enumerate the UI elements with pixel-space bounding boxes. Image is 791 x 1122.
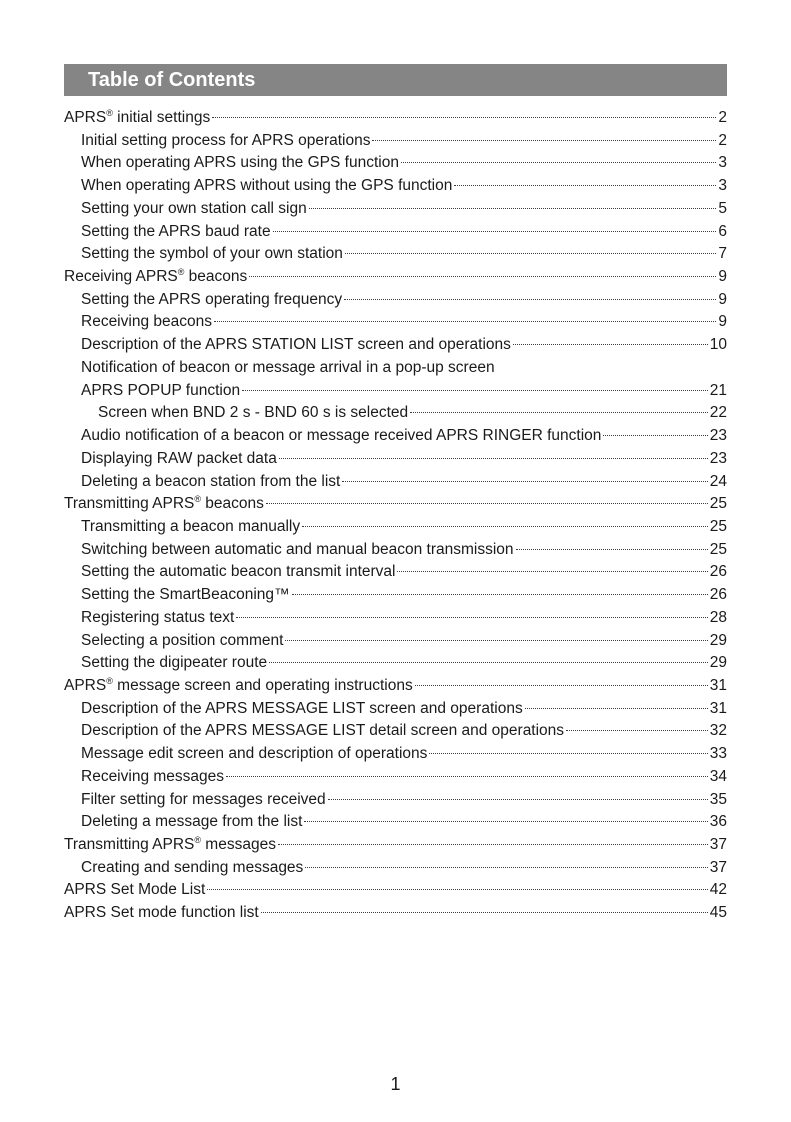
toc-entry-page: 31 [709, 676, 727, 694]
toc-entry[interactable] [64, 902, 727, 925]
dot-leader [309, 208, 717, 209]
toc-entry-title-text: Displaying RAW packet data [81, 449, 277, 467]
dot-leader [305, 867, 707, 868]
toc-entry-page: 26 [709, 586, 727, 604]
toc-entry[interactable] [64, 766, 727, 789]
toc-entry[interactable] [64, 584, 727, 607]
toc-title: Table of Contents [88, 69, 256, 91]
toc-entry-page: 33 [709, 745, 727, 763]
toc-entry-page: 34 [709, 767, 727, 785]
toc-entry[interactable] [64, 698, 727, 721]
toc-entry[interactable] [64, 221, 727, 244]
dot-leader [226, 776, 708, 777]
toc-entry-title [81, 561, 395, 584]
toc-entry-page: 2 [718, 131, 727, 149]
toc-entry[interactable] [64, 289, 727, 312]
toc-entry-title [81, 652, 267, 675]
toc-entry-title-text: Description of the APRS STATION LIST screen and operations [81, 336, 511, 354]
dot-leader [525, 708, 708, 709]
toc-entry-title [81, 630, 283, 653]
toc-entry-title-text: Audio notification of a beacon or message received APRS RINGER function [81, 427, 602, 445]
toc-entry-page: 7 [718, 245, 727, 263]
dot-leader [372, 140, 716, 141]
toc-entry-page: 25 [709, 517, 727, 535]
toc-entry-title [64, 675, 413, 698]
toc-entry[interactable] [64, 175, 727, 198]
registered-mark: ® [106, 108, 113, 118]
toc-entry-title [81, 289, 342, 312]
toc-entry[interactable] [64, 425, 727, 448]
dot-leader [401, 162, 716, 163]
toc-entry-page: 24 [709, 472, 727, 490]
toc-entry-title-text: Setting the APRS baud rate [81, 222, 271, 240]
toc-entry-title [81, 471, 340, 494]
toc-entry-title [64, 107, 210, 130]
toc-entry-title [64, 879, 205, 902]
dot-leader [397, 571, 707, 572]
toc-entry-title-text: When operating APRS without using the GPS function [81, 177, 453, 195]
toc-entry-title-text: When operating APRS using the GPS function [81, 154, 399, 172]
toc-entry[interactable] [64, 402, 727, 425]
toc-entry-title [64, 266, 247, 289]
toc-entry[interactable] [64, 879, 727, 902]
dot-leader [454, 185, 716, 186]
dot-leader [278, 844, 708, 845]
toc-entry-title [81, 380, 240, 403]
toc-entry-page: 28 [709, 608, 727, 626]
dot-leader [261, 912, 708, 913]
toc-entry-title-text: Transmitting APRS [64, 836, 195, 853]
toc-entry[interactable] [64, 471, 727, 494]
toc-entry-title [98, 402, 408, 425]
toc-entry-page: 23 [709, 427, 727, 445]
toc-entry-page: 3 [718, 177, 727, 195]
toc-entry-title-text: Setting the APRS operating frequency [81, 290, 343, 308]
page-number: 1 [390, 1074, 401, 1094]
toc-entry-page: 21 [709, 381, 727, 399]
toc-entry[interactable] [64, 243, 727, 266]
registered-mark: ® [194, 494, 201, 505]
toc-entry-title-suffix: messages [201, 836, 276, 853]
toc-entry-title-suffix: beacons [184, 268, 248, 286]
toc-entry[interactable] [64, 334, 727, 357]
dot-leader [566, 730, 708, 731]
toc-entry-title [81, 198, 307, 221]
toc-entry-title-text: Notification of beacon or message arrival in a pop-up screen [81, 358, 495, 376]
dot-leader [304, 821, 707, 822]
dot-leader [285, 640, 707, 641]
toc-entry[interactable] [64, 357, 727, 380]
toc-entry-title-text: Setting your own station call sign [81, 199, 307, 217]
toc-entry-title-text: Setting the digipeater route [81, 654, 268, 672]
dot-leader [279, 458, 708, 459]
toc-entry-title [81, 334, 511, 357]
registered-mark: ® [106, 675, 113, 686]
dot-leader [344, 299, 716, 300]
dot-leader [212, 117, 716, 118]
toc-entry-title [81, 789, 326, 812]
toc-entry-title [81, 425, 601, 448]
toc-entry-title-text: Deleting a beacon station from the list [81, 472, 341, 490]
toc-entry-page: 5 [718, 199, 727, 217]
toc-entry-title-text: APRS [64, 109, 107, 126]
toc-entry-page: 25 [709, 495, 727, 513]
toc-entry[interactable] [64, 811, 727, 834]
toc-entry-page: 25 [709, 540, 727, 558]
toc-entry-title [81, 857, 303, 880]
dot-leader [513, 344, 708, 345]
toc-entry-page: 3 [718, 154, 727, 172]
toc-entry-title [81, 311, 212, 334]
toc-entry-page: 45 [709, 904, 727, 922]
toc-entry-page: 36 [709, 813, 727, 831]
toc-entry-title-text: APRS POPUP function [81, 381, 241, 399]
toc-entry-title-suffix: beacons [201, 495, 264, 513]
toc-entry-page: 29 [709, 631, 727, 649]
registered-mark: ® [177, 267, 185, 278]
toc-entry-title [81, 811, 302, 834]
toc-entry-page: 37 [709, 836, 727, 853]
toc-entry-title-text: Creating and sending messages [81, 858, 304, 876]
dot-leader [302, 526, 708, 527]
toc-entry-title-text: Initial setting process for APRS operations [81, 131, 371, 149]
toc-entry-title-text: Receiving beacons [81, 313, 212, 331]
toc-entry-title [81, 766, 224, 789]
dot-leader [328, 799, 708, 800]
toc-entry[interactable] [64, 652, 727, 675]
toc-entry-title-text: Transmitting a beacon manually [81, 517, 301, 535]
toc-entry-title-suffix: initial settings [112, 109, 211, 126]
toc-entry-title-text: Transmitting APRS [64, 495, 195, 513]
toc-entry-title [81, 221, 271, 244]
toc-entry-title [81, 152, 399, 175]
toc-entry-title-text: Receiving messages [81, 767, 225, 785]
toc-entry-page: 23 [709, 449, 727, 467]
toc-entry-page: 42 [709, 881, 727, 899]
toc-entry[interactable] [64, 516, 727, 539]
toc-entry[interactable] [64, 130, 727, 153]
toc-entry-title-text: Selecting a position comment [81, 631, 284, 649]
table-of-contents [64, 107, 727, 925]
toc-entry[interactable] [64, 857, 727, 880]
toc-entry[interactable] [64, 561, 727, 584]
dot-leader [292, 594, 708, 595]
toc-entry[interactable] [64, 107, 727, 130]
dot-leader [266, 503, 708, 504]
toc-entry[interactable] [64, 448, 727, 471]
dot-leader [207, 889, 707, 890]
toc-entry-title-suffix: message screen and operating instructions [112, 676, 413, 694]
toc-entry-title [81, 584, 290, 607]
registered-mark: ® [194, 835, 201, 845]
toc-entry-title [81, 175, 452, 198]
toc-entry[interactable] [64, 380, 727, 403]
dot-leader [410, 412, 708, 413]
toc-entry-title-text: Registering status text [81, 608, 235, 626]
toc-entry[interactable] [64, 607, 727, 630]
toc-entry[interactable] [64, 266, 727, 289]
toc-entry-title [81, 448, 277, 471]
toc-entry-title-text: Filter setting for messages received [81, 790, 326, 808]
toc-entry[interactable] [64, 720, 727, 743]
toc-entry-title [81, 357, 495, 380]
toc-entry-page: 9 [718, 313, 727, 331]
toc-entry-page: 9 [718, 290, 727, 308]
toc-entry-title-text: Description of the APRS MESSAGE LIST screen and operations [81, 699, 523, 717]
toc-entry-page: 26 [709, 563, 727, 581]
toc-entry-title [81, 720, 564, 743]
toc-entry-title-text: Setting the SmartBeaconing™ [81, 586, 290, 604]
toc-entry[interactable] [64, 311, 727, 334]
dot-leader [249, 276, 716, 277]
toc-entry-title [81, 743, 427, 766]
toc-entry-page: 9 [718, 268, 727, 286]
dot-leader [242, 390, 708, 391]
toc-entry-page: 2 [718, 109, 727, 126]
toc-header-bar [64, 64, 727, 96]
toc-entry-page: 29 [709, 654, 727, 672]
toc-entry-title-text: Setting the automatic beacon transmit interval [81, 563, 396, 581]
toc-entry[interactable] [64, 743, 727, 766]
toc-entry-title [64, 902, 259, 925]
toc-entry[interactable] [64, 539, 727, 562]
toc-entry-title [81, 539, 514, 562]
toc-entry[interactable] [64, 493, 727, 516]
dot-leader [603, 435, 707, 436]
toc-entry-title-text: APRS [64, 676, 107, 694]
toc-entry-page: 6 [718, 222, 727, 240]
toc-entry-title [81, 243, 343, 266]
toc-entry[interactable] [64, 834, 727, 857]
dot-leader [429, 753, 707, 754]
toc-entry[interactable] [64, 152, 727, 175]
toc-entry-title [81, 130, 370, 153]
dot-leader [342, 481, 707, 482]
toc-entry[interactable] [64, 675, 727, 698]
toc-entry-page: 35 [709, 790, 727, 808]
dot-leader [516, 549, 708, 550]
dot-leader [273, 231, 717, 232]
toc-entry-title-text: Screen when BND 2 s - BND 60 s is selected [98, 404, 409, 422]
toc-entry-title-text: Deleting a message from the list [81, 813, 303, 831]
toc-entry-title-text: Receiving APRS [64, 268, 178, 286]
dot-leader [415, 685, 708, 686]
toc-entry-title [81, 607, 234, 630]
toc-entry-page: 31 [709, 699, 727, 717]
toc-entry-page: 37 [709, 858, 727, 876]
dot-leader [345, 253, 716, 254]
toc-entry-title-text: Description of the APRS MESSAGE LIST detail screen and operations [81, 722, 565, 740]
toc-entry-page: 10 [709, 336, 727, 354]
toc-entry[interactable] [64, 198, 727, 221]
toc-entry-title-text: Message edit screen and description of operations [81, 745, 428, 763]
toc-entry-title [64, 834, 276, 857]
toc-entry-title-text: Setting the symbol of your own station [81, 245, 343, 263]
toc-entry[interactable] [64, 789, 727, 812]
toc-entry-page: 32 [709, 722, 727, 740]
dot-leader [236, 617, 707, 618]
toc-entry-title [81, 698, 523, 721]
toc-entry-title-text: APRS Set mode function list [64, 904, 259, 922]
toc-entry-title [81, 516, 300, 539]
toc-entry-title-text: APRS Set Mode List [64, 881, 206, 899]
toc-entry-title-text: Switching between automatic and manual beacon transmission [81, 540, 514, 558]
toc-entry[interactable] [64, 630, 727, 653]
toc-entry-page: 22 [709, 404, 727, 422]
dot-leader [214, 321, 716, 322]
dot-leader [269, 662, 708, 663]
toc-entry-title [64, 493, 264, 516]
